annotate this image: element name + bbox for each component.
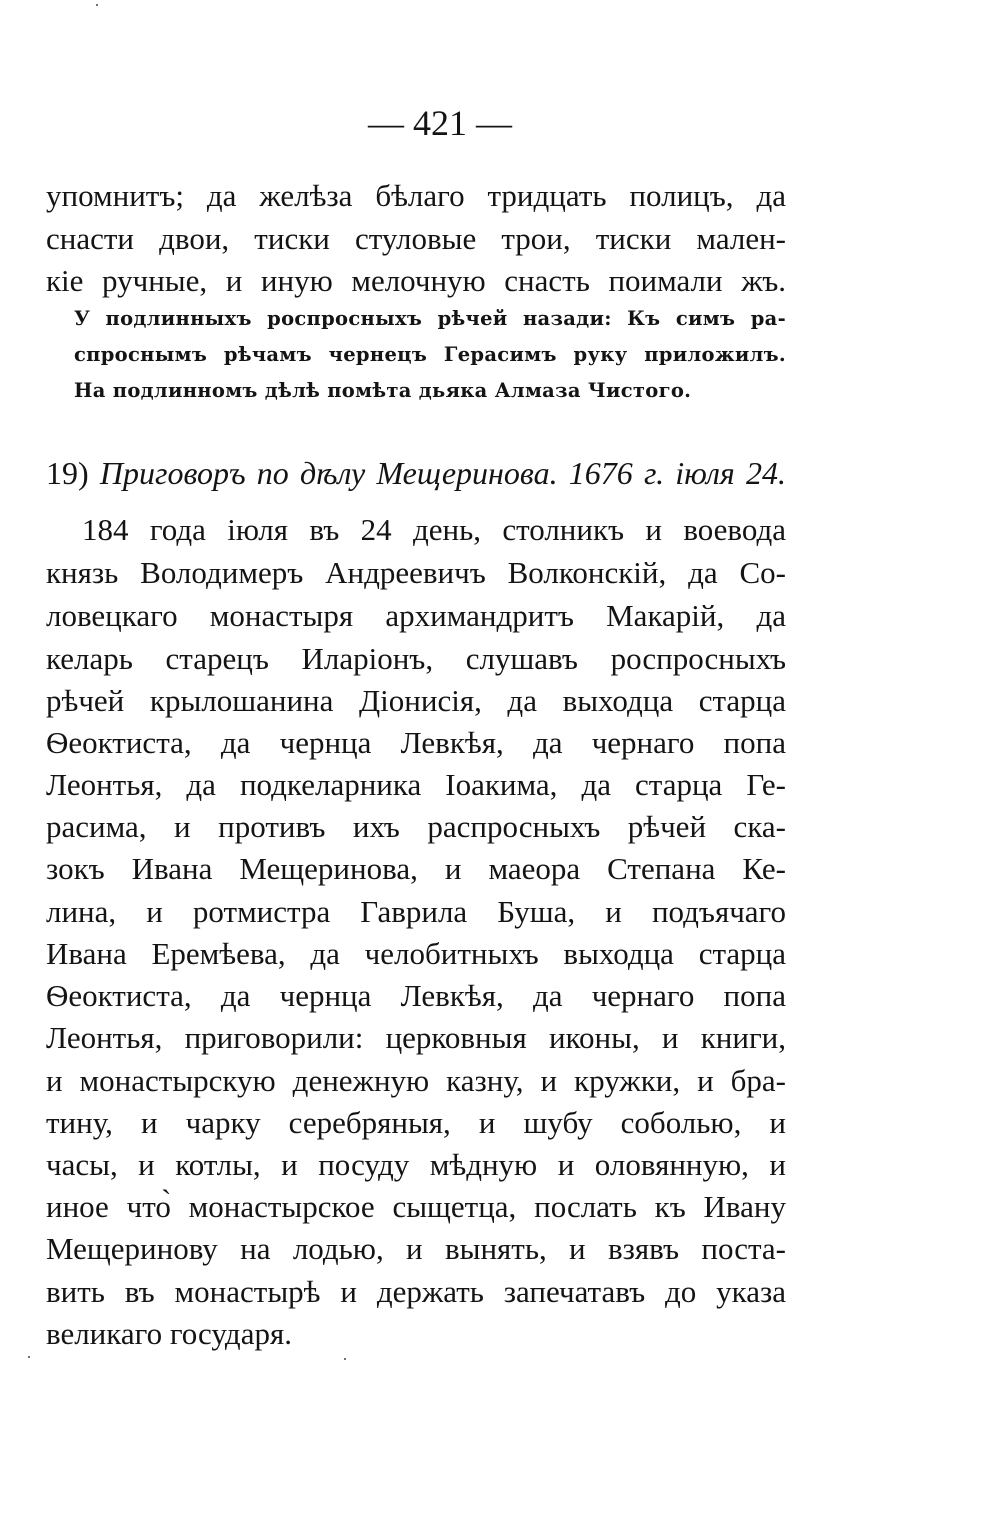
section-title: Приговоръ по дѣлу Мещеринова. 1676 г. іюля 24. — [99, 455, 786, 491]
body-line: расима, и противъ ихъ распросныхъ рѣчей ска- — [46, 809, 786, 844]
note-line: У подлинныхъ роспросныхъ рѣчей назади: Къ симъ ра- — [74, 307, 786, 330]
body-line: келарь старецъ Иларіонъ, слушавъ роспросныхъ — [46, 641, 786, 676]
body-line: лина, и ротмистра Гаврила Буша, и подъячаго — [46, 894, 786, 929]
body-line: великаго государя. — [46, 1316, 292, 1351]
section-heading — [46, 452, 786, 494]
body-line: Ивана Еремѣева, да челобитныхъ выходца старца — [46, 936, 786, 971]
body-line: часы, и котлы, и посуду мѣдную и оловянную, и — [46, 1147, 786, 1182]
paper-speck — [96, 4, 98, 6]
body-line: 184 года іюля въ 24 день, столникъ и воевода — [82, 512, 786, 547]
body-line: зокъ Ивана Мещеринова, и маеора Степана Ке- — [46, 851, 786, 886]
body-line: Ѳеоктиста, да чернца Левкѣя, да чернаго попа — [46, 725, 786, 760]
section-number: 19) — [46, 455, 89, 491]
paper-speck — [28, 1356, 30, 1358]
body-line: Леонтья, приговорили: церковныя иконы, и книги, — [46, 1020, 786, 1055]
body-line: рѣчей крылошанина Діонисія, да выходца старца — [46, 683, 786, 718]
text-line: упомнитъ; да желѣза бѣлаго тридцать полицъ, да — [46, 178, 786, 213]
note-line: На подлинномъ дѣлѣ помѣта дьяка Алмаза Чистого. — [74, 379, 692, 402]
body-line: князь Володимеръ Андреевичъ Волконскій, да Со- — [46, 555, 786, 590]
body-line: и монастырскую денежную казну, и кружки, и бра- — [46, 1063, 786, 1098]
body-line: Мещеринову на лодью, и вынять, и взявъ поста- — [46, 1231, 786, 1266]
paper-speck — [344, 1358, 346, 1360]
page-number: — 421 — — [368, 103, 512, 143]
note-line: спроснымъ рѣчамъ чернецъ Герасимъ руку приложилъ. — [74, 343, 786, 366]
body-line: Леонтья, да подкеларника Іоакима, да старца Ге- — [46, 767, 786, 802]
body-line: вить въ монастырѣ и держать запечатавъ до указа — [46, 1274, 786, 1309]
body-line: ловецкаго монастыря архимандритъ Макарій, да — [46, 598, 786, 633]
body-line: иное что̀ монастырское сыщетца, послать къ Ивану — [46, 1189, 786, 1224]
text-line: кіе ручные, и иную мелочную снасть поимали жъ. — [46, 263, 786, 298]
body-line: тину, и чарку серебряныя, и шубу соболью, и — [46, 1105, 786, 1140]
body-line: Ѳеоктиста, да чернца Левкѣя, да чернаго попа — [46, 978, 786, 1013]
text-line: снасти двои, тиски стуловые трои, тиски мален- — [46, 221, 786, 256]
